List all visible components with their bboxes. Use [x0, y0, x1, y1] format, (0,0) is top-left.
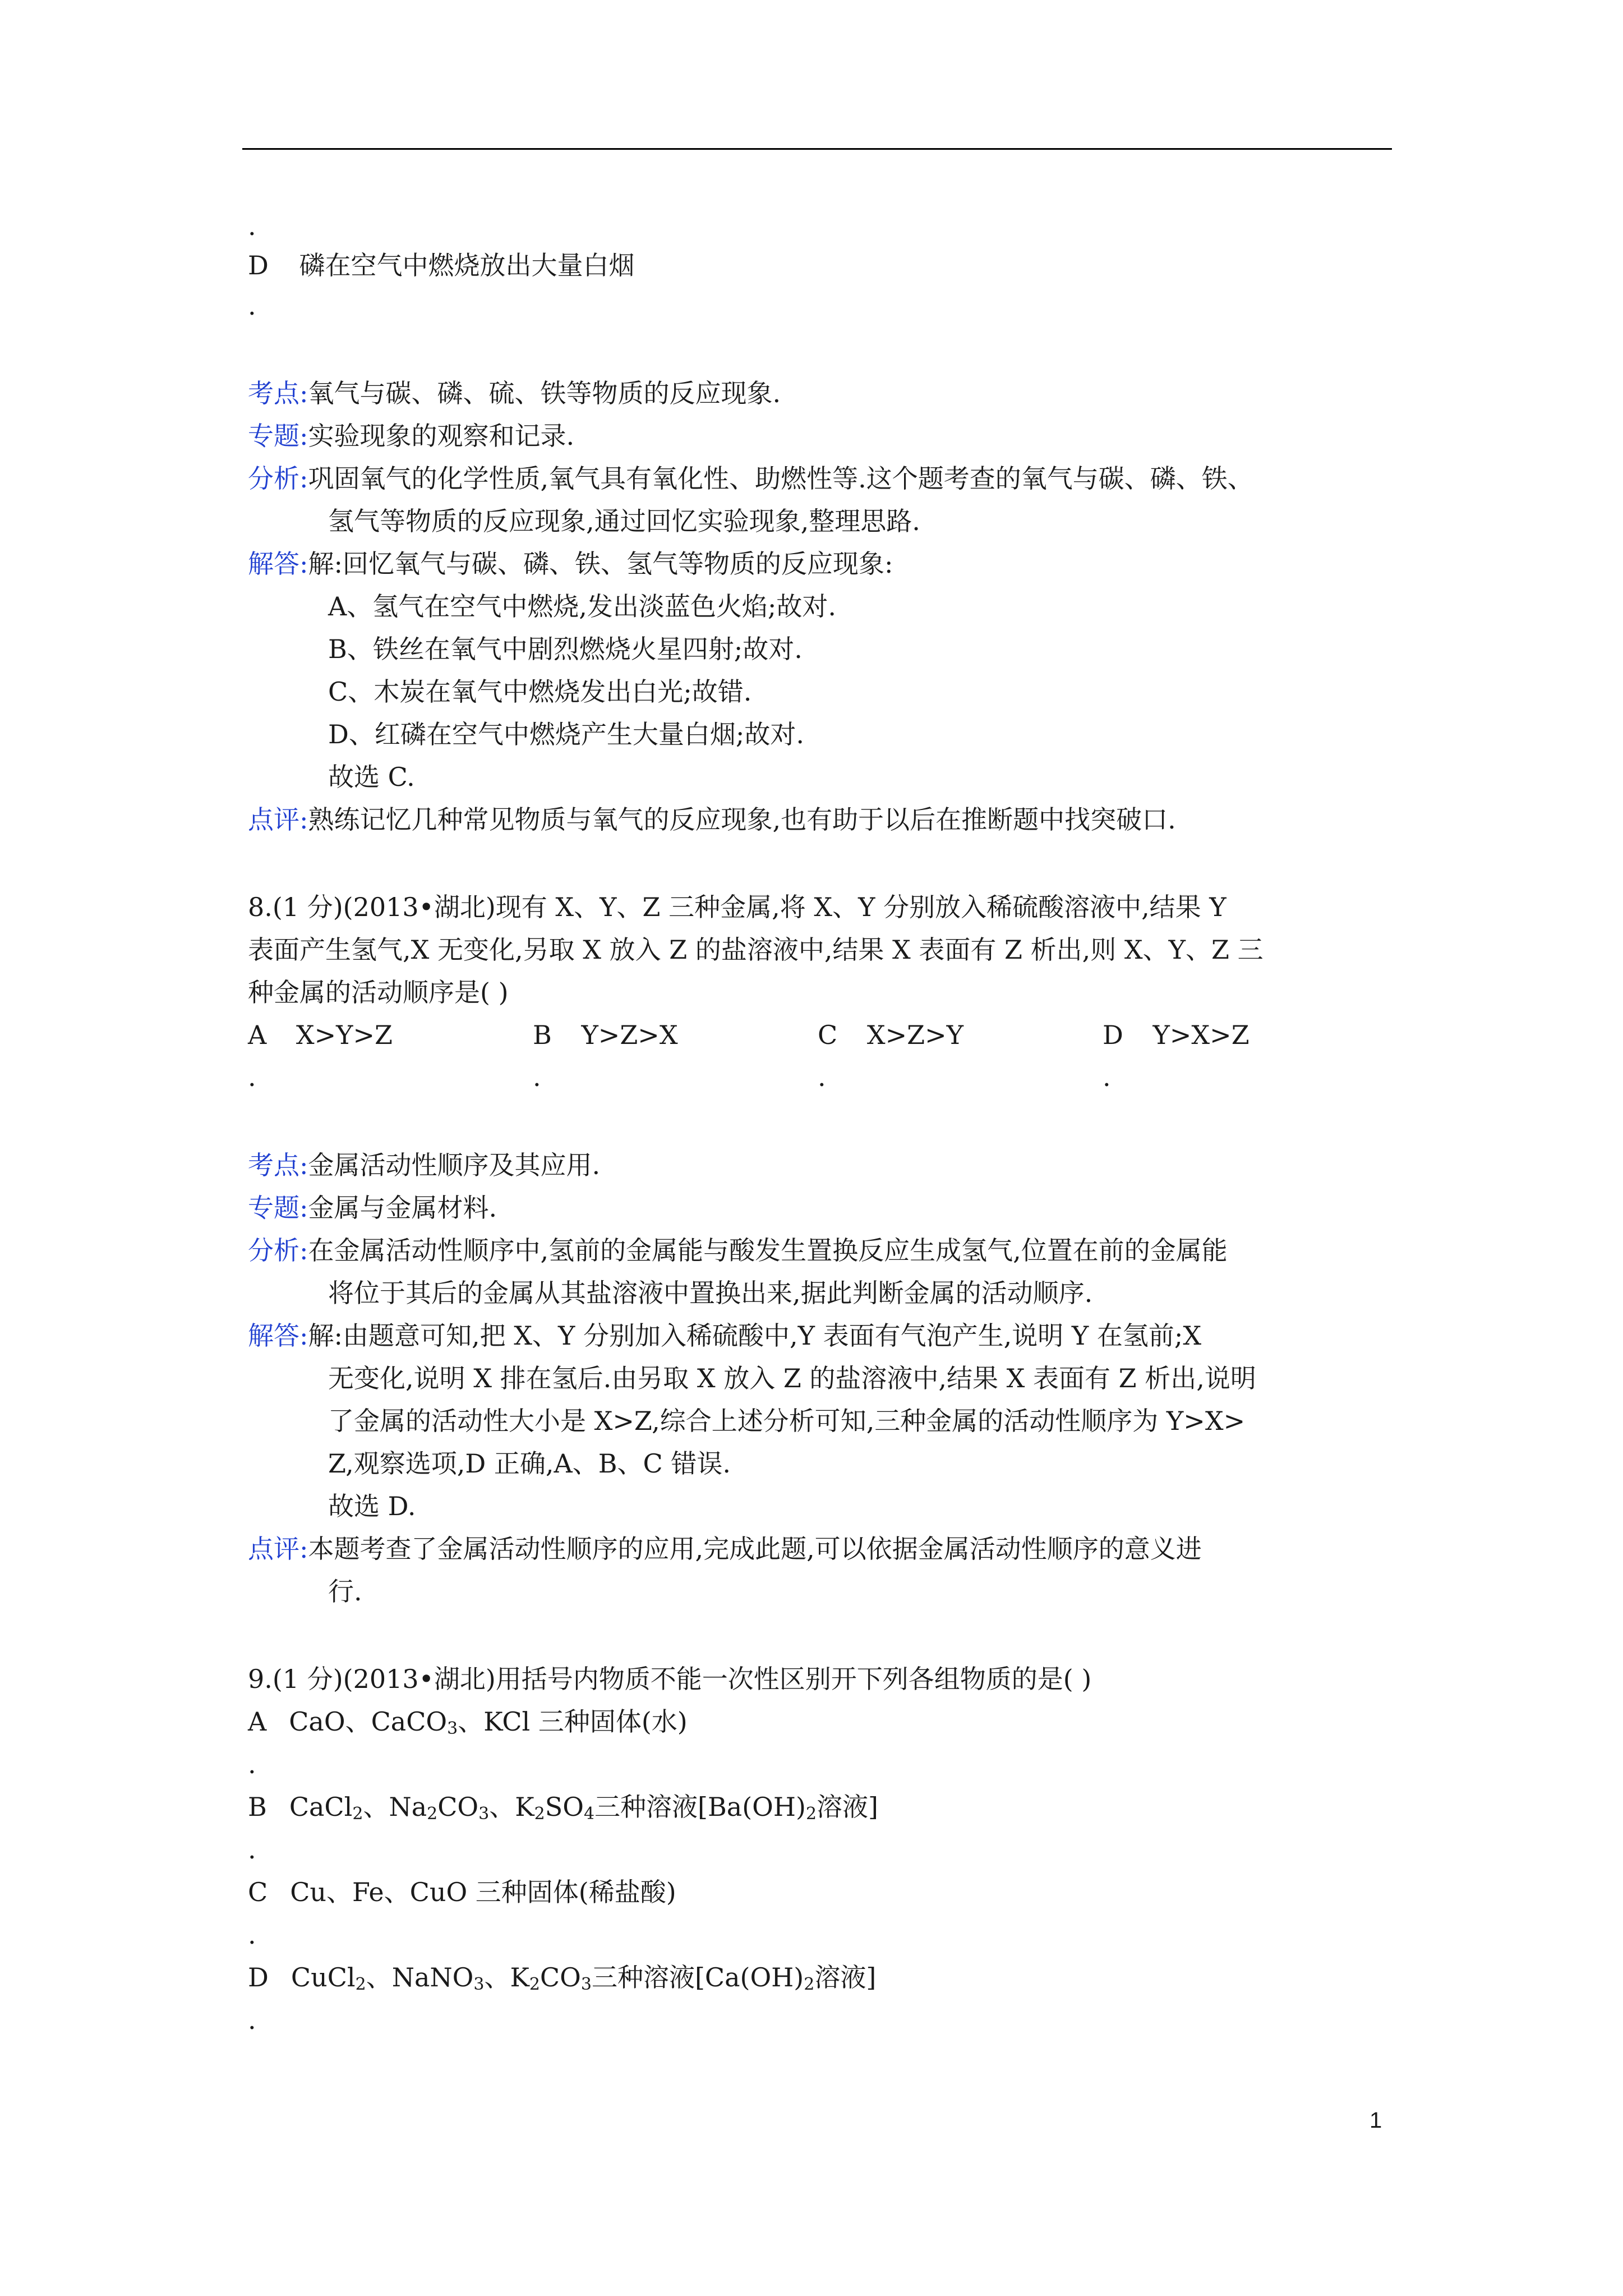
formula-part: 溶液] — [814, 1962, 877, 1993]
formula-part: 溶液] — [817, 1792, 878, 1822]
q9-option-a-dot: . — [248, 1749, 256, 1779]
formula-part: CaO、CaCO — [289, 1706, 448, 1737]
subscript: 2 — [804, 1975, 815, 1994]
fenxi-text: 巩固氧气的化学性质,氧气具有氧化性、助燃性等.这个题考查的氧气与碳、磷、铁、 — [308, 463, 1253, 494]
formula-part: 、Na — [363, 1792, 427, 1822]
option-text: X>Y>Z — [296, 1020, 393, 1050]
fenxi-continuation: 氢气等物质的反应现象,通过回忆实验现象,整理思路. — [328, 506, 920, 536]
option-text: Y>Z>X — [581, 1020, 678, 1050]
subscript: 3 — [473, 1975, 485, 1994]
jieda-label: 解答: — [248, 1320, 308, 1351]
q8-option-d — [1103, 1016, 1249, 1053]
q8-fenxi-row — [248, 1232, 1228, 1269]
formula-part: SO — [545, 1792, 584, 1822]
q8-kaodian-row — [248, 1147, 600, 1184]
formula-part: CO — [437, 1792, 479, 1822]
zhuanti-label: 专题: — [248, 1193, 308, 1223]
option-label: D — [248, 1962, 269, 1993]
subscript: 3 — [580, 1975, 592, 1994]
zhuanti-text: 实验现象的观察和记录. — [308, 421, 575, 451]
kaodian-row — [248, 375, 781, 412]
q8-stem-line3: 种金属的活动顺序是( ) — [248, 977, 509, 1007]
subscript: 2 — [352, 1804, 363, 1824]
q9-stem: 9.(1 分)(2013•湖北)用括号内物质不能一次性区别开下列各组物质的是( ) — [248, 1664, 1092, 1694]
dianping-row — [248, 801, 1176, 838]
jieda-text: 解:由题意可知,把 X、Y 分别加入稀硫酸中,Y 表面有气泡产生,说明 Y 在氢前;X — [308, 1320, 1202, 1351]
q8-jieda-line2: 无变化,说明 X 排在氢后.由另取 X 放入 Z 的盐溶液中,结果 X 表面有 Z 析出,说明 — [328, 1363, 1256, 1393]
q8-option-a-dot: . — [248, 1062, 256, 1092]
q8-fenxi-continuation: 将位于其后的金属从其盐溶液中置换出来,据此判断金属的活动顺序. — [328, 1278, 1093, 1308]
q8-jieda-line3: 了金属的活动性大小是 X>Z,综合上述分析可知,三种金属的活动性顺序为 Y>X> — [328, 1406, 1246, 1436]
jieda-label: 解答: — [248, 549, 308, 579]
formula-part: CuCl — [291, 1962, 356, 1993]
jieda-row — [248, 545, 893, 582]
option-label: C — [818, 1020, 838, 1050]
zhuanti-text: 金属与金属材料. — [308, 1193, 497, 1223]
option-text — [291, 1962, 876, 1993]
q9-option-c — [248, 1874, 676, 1911]
q8-dianping-row — [248, 1530, 1202, 1567]
q8-option-c — [818, 1016, 963, 1053]
q9-option-a — [248, 1703, 688, 1747]
formula-part: 、K — [484, 1962, 529, 1993]
subscript: 3 — [478, 1804, 490, 1824]
jieda-text: 解:回忆氧气与碳、磷、铁、氢气等物质的反应现象: — [308, 549, 893, 579]
formula-part: CO — [540, 1962, 581, 1993]
option-label: D — [1103, 1020, 1123, 1050]
q8-zhuanti-row — [248, 1189, 497, 1226]
kaodian-label: 考点: — [248, 1150, 308, 1180]
subscript: 2 — [427, 1804, 438, 1824]
q9-option-b-dot: . — [248, 1834, 256, 1865]
q8-option-c-dot: . — [818, 1062, 826, 1092]
option-label: C — [248, 1877, 268, 1907]
option-text: 磷在空气中燃烧放出大量白烟 — [299, 250, 635, 280]
dianping-label: 点评: — [248, 1534, 308, 1564]
q8-option-b — [533, 1016, 678, 1053]
fenxi-label: 分析: — [248, 1235, 308, 1266]
option-label: D — [248, 250, 269, 280]
jieda-line-a: A、氢气在空气中燃烧,发出淡蓝色火焰;故对. — [328, 591, 836, 622]
jieda-line-c: C、木炭在氧气中燃烧发出白光;故错. — [328, 677, 752, 707]
q8-stem-line2: 表面产生氢气,X 无变化,另取 X 放入 Z 的盐溶液中,结果 X 表面有 Z 析出,则 X、Y、Z 三 — [248, 935, 1264, 965]
zhuanti-row — [248, 417, 574, 454]
jieda-line-d: D、红磷在空气中燃烧产生大量白烟;故对. — [328, 719, 805, 749]
option-label: A — [248, 1020, 267, 1050]
formula-part: 、NaNO — [366, 1962, 474, 1993]
kaodian-text: 金属活动性顺序及其应用. — [308, 1150, 601, 1180]
option-text — [289, 1792, 878, 1822]
q8-option-a — [248, 1016, 393, 1053]
jieda-conclusion: 故选 C. — [328, 762, 415, 792]
jieda-line-b: B、铁丝在氧气中剧烈燃烧火星四射;故对. — [328, 634, 803, 664]
q9-option-d — [248, 1959, 876, 2003]
option-text: Cu、Fe、CuO 三种固体(稀盐酸) — [290, 1877, 676, 1907]
formula-part: 三种溶液[Ba(OH) — [594, 1792, 806, 1822]
option-d-line — [248, 247, 635, 284]
q9-option-d-dot: . — [248, 2005, 256, 2035]
dianping-text: 本题考查了金属活动性顺序的应用,完成此题,可以依据金属活动性顺序的意义进 — [308, 1534, 1202, 1564]
dianping-label: 点评: — [248, 804, 308, 835]
q8-option-b-dot: . — [533, 1062, 541, 1092]
q8-stem-line1: 8.(1 分)(2013•湖北)现有 X、Y、Z 三种金属,将 X、Y 分别放入稀硫酸溶液中,结果 Y — [248, 892, 1227, 922]
formula-part: CaCl — [289, 1792, 353, 1822]
kaodian-text: 氧气与碳、磷、硫、铁等物质的反应现象. — [308, 378, 781, 408]
subscript: 2 — [534, 1804, 545, 1824]
kaodian-label: 考点: — [248, 378, 308, 408]
fenxi-row — [248, 460, 1253, 497]
option-text — [289, 1706, 688, 1737]
option-text: X>Z>Y — [866, 1020, 963, 1050]
option-label: A — [248, 1706, 267, 1737]
q9-option-b — [248, 1788, 878, 1833]
option-d-dot: . — [248, 291, 256, 321]
option-label: B — [533, 1020, 552, 1050]
q8-jieda-line4: Z,观察选项,D 正确,A、B、C 错误. — [328, 1448, 731, 1479]
q8-jieda-conclusion: 故选 D. — [328, 1491, 416, 1521]
subscript: 3 — [447, 1719, 458, 1738]
prev-option-dot: . — [248, 211, 256, 241]
formula-part: 三种溶液[Ca(OH) — [591, 1962, 804, 1993]
subscript: 2 — [529, 1975, 540, 1994]
page-number: 1 — [1370, 2108, 1382, 2133]
subscript: 2 — [805, 1804, 817, 1824]
dianping-text: 熟练记忆几种常见物质与氧气的反应现象,也有助于以后在推断题中找突破口. — [308, 804, 1176, 835]
option-text: Y>X>Z — [1152, 1020, 1249, 1050]
q8-dianping-continuation: 行. — [328, 1576, 362, 1607]
q8-option-d-dot: . — [1103, 1062, 1111, 1092]
zhuanti-label: 专题: — [248, 421, 308, 451]
formula-part: 、K — [489, 1792, 534, 1822]
fenxi-text: 在金属活动性顺序中,氢前的金属能与酸发生置换反应生成氢气,位置在前的金属能 — [308, 1235, 1228, 1266]
option-label: B — [248, 1792, 267, 1822]
q9-option-c-dot: . — [248, 1920, 256, 1950]
subscript: 4 — [583, 1804, 595, 1824]
subscript: 2 — [355, 1975, 366, 1994]
fenxi-label: 分析: — [248, 463, 308, 494]
q8-jieda-row — [248, 1317, 1201, 1354]
header-rule — [242, 148, 1392, 150]
formula-part: 、KCl 三种固体(水) — [458, 1706, 688, 1737]
